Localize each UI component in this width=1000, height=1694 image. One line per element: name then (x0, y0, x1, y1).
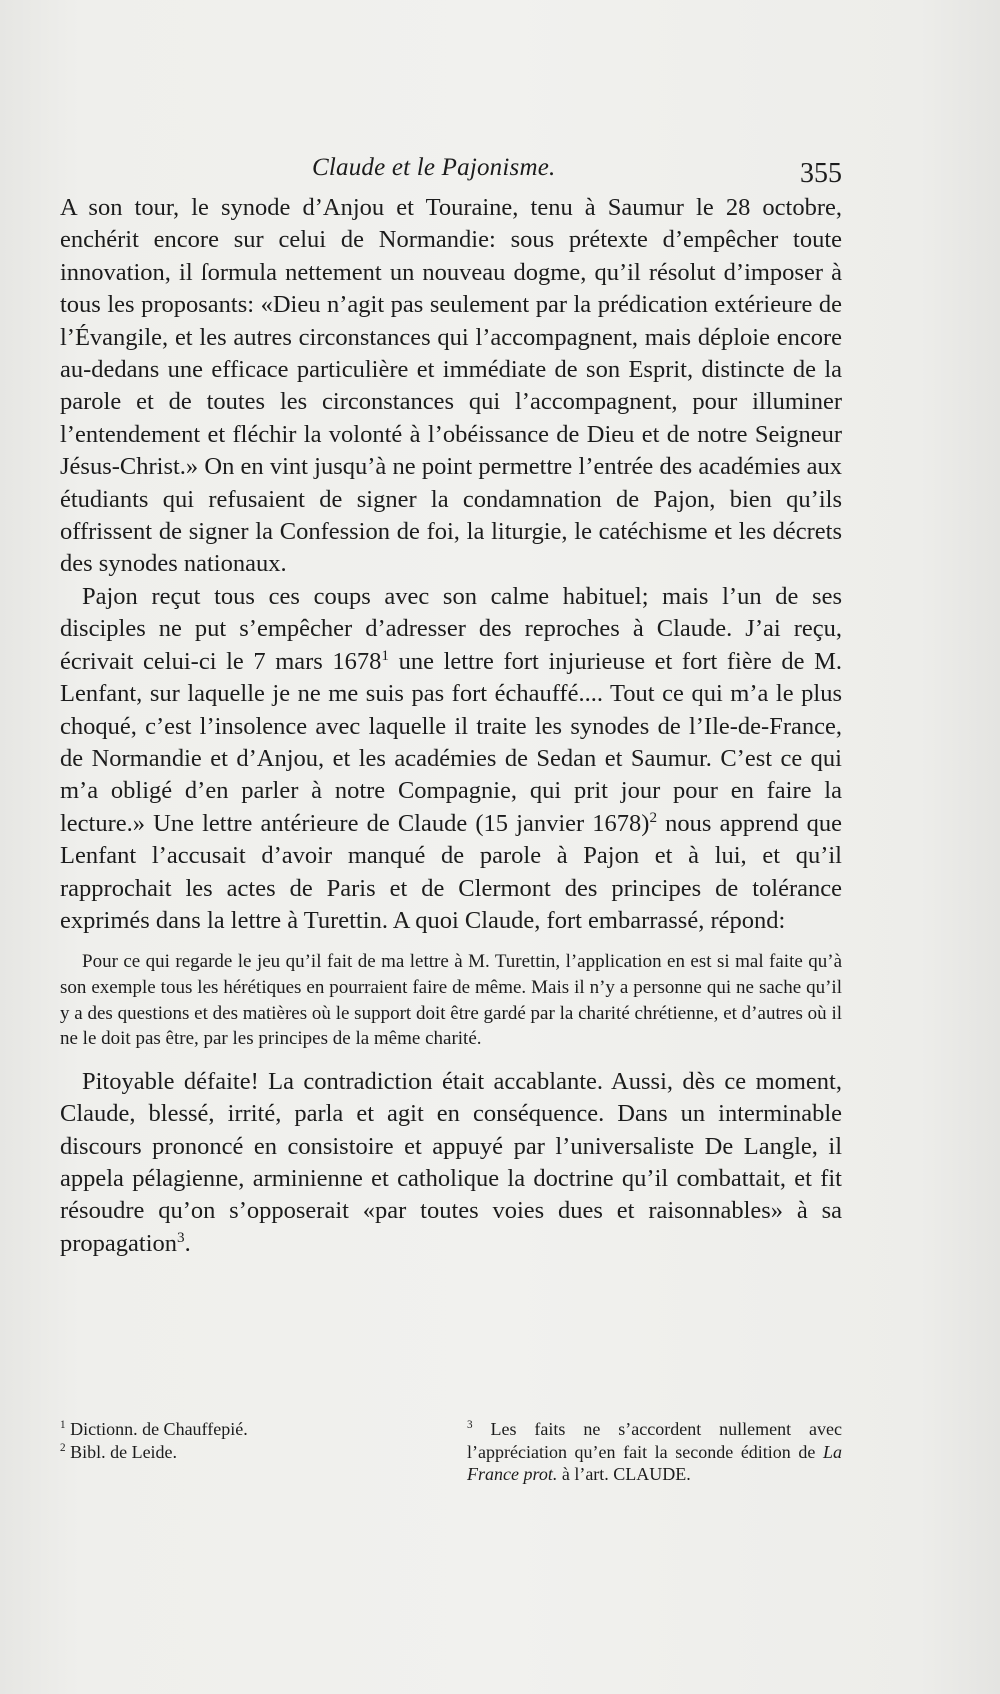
paragraph-2-part-a: Pajon reçut tous ces coups avec son calme habituel; mais l’un de ses disciples ne put s’empêcher d’adresser des reproches à Claude. J’ai reçu, écrivait celui-ci le 7 mars 1678 (60, 582, 842, 675)
footnote-3-text: Les faits ne s’accordent nullement avec l’appréciation qu’en fait la seconde édition de (467, 1419, 842, 1462)
footnote-3 (467, 1418, 842, 1486)
footnote-3-italic-title: La France prot. (467, 1441, 842, 1485)
paragraph-3 (60, 1066, 842, 1260)
body-text (60, 192, 842, 1260)
footnote-2-text: Bibl. de Leide. (65, 1441, 178, 1462)
paragraph-2-part-c: nous apprend que Lenfant l’accusait d’avoir manqué de parole à Pajon et à lui, et qu’il rapprochait les actes de Paris et de Clermont des principes de tolérance exprimés dans la lettre à Turettin. A quoi Claude, fort embarrassé, répond: (60, 809, 842, 934)
footnote-3-end: à l’art. CLAUDE. (557, 1464, 691, 1485)
running-head: Claude et le Pajonisme. (312, 154, 556, 181)
paragraph-3-part-a: Pitoyable défaite! La contradiction était accablante. Aussi, dès ce moment, Claude, blessé, irrité, parla et agit en conséquence. Dans un interminable discours prononcé en consistoire et appuyé par l’universaliste De Langle, il appela pélagienne, arminienne et catholique la doctrine qu’il combattait, et fit résoudre qu’on s’opposerait «par toutes voies dues et raisonnables» à sa propagation (60, 1067, 842, 1257)
footnotes (60, 1418, 842, 1486)
footnote-1-mark: 1 (60, 1419, 66, 1431)
footnote-ref-3: 3 (177, 1228, 185, 1246)
footnote-1 (60, 1418, 435, 1441)
paragraph-1: A son tour, le synode d’Anjou et Touraine, tenu à Saumur le 28 octobre, enchérit encore sur celui de Normandie: sous prétexte d’empêcher toute innovation, il ſormula nettement un nouveau dogme, qu’il résolut d’imposer à tous les proposants: «Dieu n’agit pas seulement par la prédication extérieure de l’Évangile, et les autres circonstances qui l’accompagnent, mais déploie encore au-dedans une efficace particulière et immédiate de son Esprit, distincte de la parole et de toutes les circonstances qui l’accompagnent, pour illuminer l’entendement et fléchir la volonté à l’obéissance de Dieu et de notre Seigneur Jésus-Christ.» On en vint jusqu’à ne point permettre l’entrée des académies aux étudiants qui refusaient de signer la condamnation de Pajon, bien qu’ils offrissent de signer la Confession de foi, la liturgie, le catéchisme et les décrets des synodes nationaux. (60, 194, 842, 578)
paragraph-2 (60, 581, 842, 937)
footnote-2-mark: 2 (60, 1441, 66, 1454)
footnote-3-mark: 3 (467, 1419, 473, 1431)
paragraph-2-part-b: une lettre fort injurieuse et fort fière de M. Lenfant, sur laquelle je ne me suis pas fort échauffé.... Tout ce qui m’a le plus choqué, c’est l’insolence avec laquelle il traite les synodes de l’Ile-de-France, de Normandie et d’Anjou, et les académies de Sedan et Saumur. C’est ce qui m’a obligé d’en parler à notre Compagnie, qui prit jour pour en faire la lecture.» Une lettre antérieure de Claude (15 janvier 1678) (60, 647, 842, 837)
footnote-ref-1: 1 (381, 646, 390, 664)
footnote-ref-2: 2 (649, 808, 658, 826)
footnote-2 (60, 1441, 435, 1464)
footnote-1-text: Dictionn. de Chauffepié. (65, 1419, 248, 1439)
page-header (62, 150, 842, 190)
block-quote: Pour ce qui regarde le jeu qu’il fait de ma lettre à M. Turettin, l’application en est si mal faite qu’à son exemple tous les hérétiques en pourraient faire de même. Mais il n’y a personne qui ne sache qu’il y a des questions et des matières où le support doit être gardé par la charité chrétienne, et d’autres où il ne le doit pas être, par les principes de la même charité. (60, 951, 842, 1050)
paragraph-3-part-b: . (184, 1229, 191, 1257)
page-number: 355 (800, 158, 842, 189)
